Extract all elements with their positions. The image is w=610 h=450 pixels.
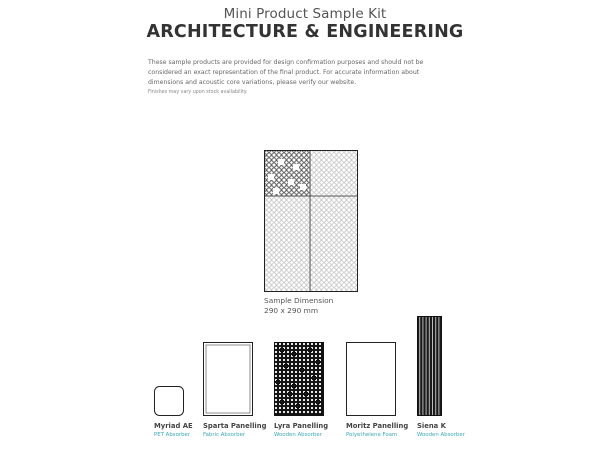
product-material: Wooden Absorber [417,432,465,438]
product-name: Moritz Panelling [346,422,409,430]
myriad-ae-swatch [154,386,184,416]
product-material: Fabric Absorber [203,432,246,438]
product-siena-k [417,316,465,438]
product-material: Wooden Absorber [274,432,322,438]
intro-description: These sample products are provided for design confirmation purposes and should not be considered an exact representation of the final product. For accurate information about dimensions and acoustic core variations, please verify our website. [148,59,424,87]
product-material: PET Absorber [154,432,191,438]
product-name: Myriad AE [154,422,193,430]
product-moritz-panelling [346,342,409,438]
sample-dimension-caption: Sample Dimension [264,296,334,305]
sample-dimension-value: 290 x 290 mm [264,306,319,315]
product-lyra-panelling [274,342,329,438]
page-title: ARCHITECTURE & ENGINEERING [146,22,464,42]
sparta-panelling-swatch [203,342,253,416]
product-name: Sparta Panelling [203,422,267,430]
lyra-panelling-swatch [274,342,324,416]
moritz-panelling-swatch [346,342,396,416]
sample-dimension-label [264,296,333,316]
availability-note: Finishes may vary upon stock availability. [148,90,248,95]
sample-dimension-illustration [264,150,358,296]
product-sparta-panelling [203,342,267,438]
product-name: Siena K [417,422,446,430]
product-name: Lyra Panelling [274,422,329,430]
siena-k-swatch [417,316,442,416]
product-myriad-ae [154,386,193,438]
product-material: Polyethelene Foam [346,432,398,438]
sample-grid-drawing [264,150,358,292]
kit-kicker: Mini Product Sample Kit [223,6,387,22]
